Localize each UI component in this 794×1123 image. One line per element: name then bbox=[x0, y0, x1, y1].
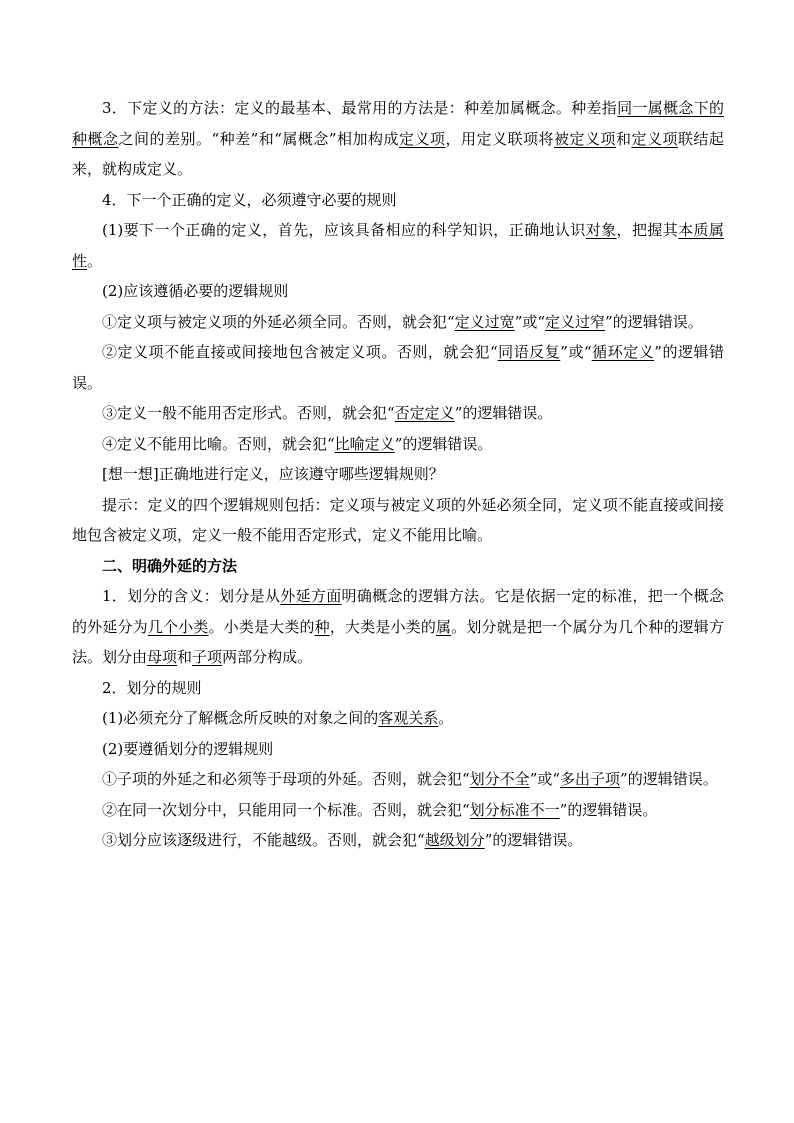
section-heading: 二、明确外延的方法 bbox=[102, 556, 238, 575]
text: ”或“ bbox=[529, 770, 561, 788]
text: ②在同一次划分中，只能用同一个标准。否则，就会犯“ bbox=[102, 800, 470, 819]
text: ①子项的外延之和必须等于母项的外延。否则，就会犯“ bbox=[102, 770, 470, 788]
text: ”的逻辑错误。 bbox=[559, 800, 658, 819]
text: 。小类是大类的 bbox=[208, 617, 315, 636]
underlined-term: 越级划分 bbox=[424, 831, 485, 849]
underlined-term: 客观关系 bbox=[378, 709, 439, 727]
text: ”的逻辑错误。 bbox=[620, 770, 718, 788]
paragraph-hint: 提示：定义的四个逻辑规则包括：定义项与被定义项的外延必须全同，定义项不能直接或间接地包含被定义项，定义一般不能用否定形式，定义不能用比喻。 bbox=[72, 495, 724, 544]
underlined-term: 外延方面 bbox=[280, 587, 342, 605]
paragraph-rules-heading: 4．下一个正确的定义，必须遵守必要的规则 bbox=[102, 190, 397, 209]
underlined-term: 否定定义 bbox=[394, 404, 455, 422]
text: ”的逻辑错误。 bbox=[605, 312, 703, 331]
underlined-term: 划分不全 bbox=[469, 770, 530, 788]
text: ③定义一般不能用否定形式。否则，就会犯“ bbox=[102, 404, 395, 422]
document-body bbox=[72, 93, 724, 856]
text: ”的逻辑错误。 bbox=[72, 343, 725, 392]
text: (1)要下一个正确的定义，首先，应该具备相应的科学知识，正确地认识 bbox=[102, 221, 586, 239]
text: ”的逻辑错误。 bbox=[454, 404, 553, 422]
text: ”或“ bbox=[514, 312, 546, 331]
underlined-term: 划分标准不一 bbox=[469, 800, 560, 819]
paragraph-rule-d bbox=[72, 429, 724, 460]
underlined-term: 母项 bbox=[147, 648, 178, 666]
paragraph-division-rule-2: (2)要遵循划分的逻辑规则 bbox=[102, 739, 274, 758]
text: 。 bbox=[87, 251, 103, 270]
paragraph-definition-method bbox=[72, 93, 724, 185]
paragraph-division-rule-b bbox=[72, 795, 724, 826]
text: 之间的差别。“种差”和“属概念”相加构成 bbox=[118, 129, 400, 148]
text: ④定义不能用比喻。否则，就会犯“ bbox=[102, 434, 335, 453]
underlined-term: 属 bbox=[435, 617, 452, 636]
underlined-term: 多出子项 bbox=[560, 770, 621, 788]
paragraph-division-rules: 2．划分的规则 bbox=[102, 678, 202, 697]
text: 1．划分的含义：划分是从 bbox=[102, 587, 281, 605]
underlined-term: 循环定义 bbox=[591, 343, 655, 361]
paragraph-rule-c bbox=[72, 398, 724, 429]
text: 两部分构成。 bbox=[222, 648, 313, 666]
text: ③划分应该逐级进行，不能越级。否则，就会犯“ bbox=[102, 831, 425, 849]
paragraph-division-rule-1 bbox=[72, 703, 724, 734]
paragraph-division-meaning bbox=[72, 581, 724, 673]
text: 明确概念的逻辑方法。它是依据一定的标准，把一个概念的外延分为 bbox=[72, 587, 724, 636]
text: ，大类是小类的 bbox=[329, 617, 436, 636]
text: 。划分就是把一个属分为几个种的逻辑方法。划分由 bbox=[72, 617, 724, 666]
paragraph-rule-2: (2)应该遵循必要的逻辑规则 bbox=[102, 282, 289, 300]
underlined-term: 几个小类 bbox=[147, 617, 209, 636]
underlined-term: 定义项 bbox=[399, 129, 446, 148]
text: ，用定义联项将 bbox=[445, 129, 554, 148]
underlined-term: 同语反复 bbox=[497, 343, 561, 361]
paragraph-rule-1 bbox=[72, 215, 724, 276]
underlined-term: 本质属性 bbox=[72, 221, 724, 270]
text: 联结起来，就构成定义。 bbox=[72, 129, 724, 178]
paragraph-division-rule-a bbox=[72, 764, 724, 795]
text: 3．下定义的方法：定义的最基本、最常用的方法是：种差加属概念。种差指 bbox=[102, 99, 618, 117]
underlined-term: 同一属概念下的种概念 bbox=[72, 99, 724, 148]
underlined-term: 定义过宽 bbox=[454, 312, 515, 331]
paragraph-rule-b bbox=[72, 337, 724, 398]
paragraph-division-rule-c bbox=[72, 825, 724, 856]
text: ①定义项与被定义项的外延必须全同。否则，就会犯“ bbox=[102, 312, 455, 331]
underlined-term: 对象 bbox=[585, 221, 617, 239]
underlined-term: 被定义项 bbox=[553, 129, 616, 148]
underlined-term: 定义过窄 bbox=[545, 312, 606, 331]
text: (1)必须充分了解概念所反映的对象之间的 bbox=[102, 709, 379, 727]
text: ，把握其 bbox=[616, 221, 679, 239]
paragraph-rule-a bbox=[72, 307, 724, 338]
text: ”的逻辑错误。 bbox=[394, 434, 493, 453]
text: 和 bbox=[177, 648, 193, 666]
text: 和 bbox=[615, 129, 632, 148]
text: 。 bbox=[438, 709, 454, 727]
text: ”的逻辑错误。 bbox=[484, 831, 583, 849]
text: ②定义项不能直接或间接地包含被定义项。否则，就会犯“ bbox=[102, 343, 498, 361]
underlined-term: 比喻定义 bbox=[334, 434, 395, 453]
underlined-term: 定义项 bbox=[631, 129, 678, 148]
underlined-term: 种 bbox=[314, 617, 330, 636]
underlined-term: 子项 bbox=[192, 648, 223, 666]
text: ”或“ bbox=[560, 343, 592, 361]
paragraph-think: [想一想]正确地进行定义，应该遵守哪些逻辑规则？ bbox=[102, 465, 444, 483]
